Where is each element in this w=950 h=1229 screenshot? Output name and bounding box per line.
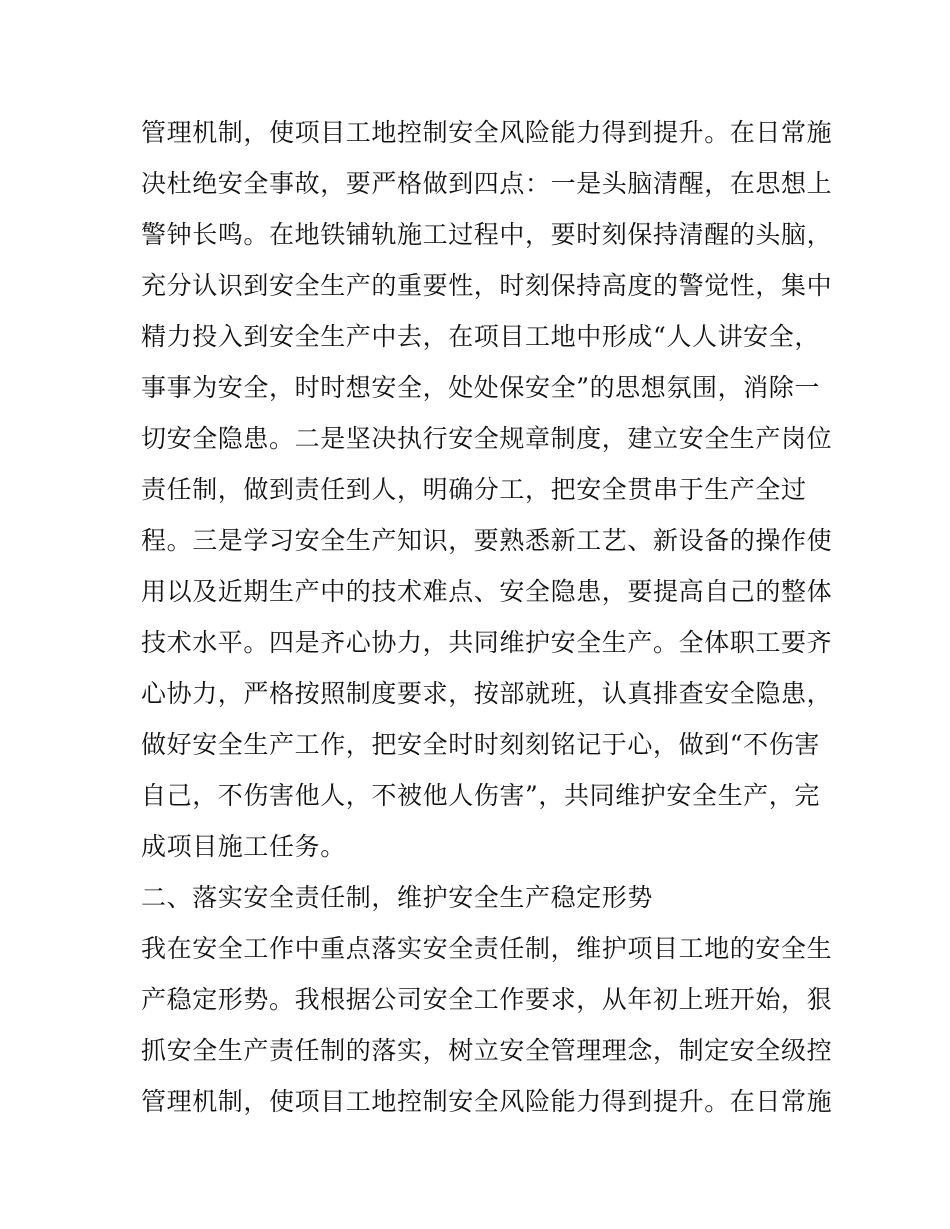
text-line: 管理机制，使项目工地控制安全风险能力得到提升。在日常施 xyxy=(141,1087,833,1116)
section-heading: 二、落实安全责任制，维护安全生产稳定形势 xyxy=(141,883,654,912)
text-line: 精力投入到安全生产中去，在项目工地中形成“人人讲安全， xyxy=(141,322,820,351)
text-line: 技术水平。四是齐心协力，共同维护安全生产。全体职工要齐 xyxy=(141,628,833,657)
text-line: 事事为安全，时时想安全，处处保安全”的思想氛围，消除一 xyxy=(141,373,820,402)
text-line: 责任制，做到责任到人，明确分工，把安全贯串于生产全过 xyxy=(141,475,807,504)
text-line: 心协力，严格按照制度要求，按部就班，认真排查安全隐患， xyxy=(141,679,833,708)
text-line: 用以及近期生产中的技术难点、安全隐患，要提高自己的整体 xyxy=(141,577,833,606)
text-line: 做好安全生产工作，把安全时时刻刻铭记于心，做到“不伤害 xyxy=(141,730,820,759)
text-line: 决杜绝安全事故，要严格做到四点：一是头脑清醒，在思想上 xyxy=(141,169,833,198)
text-line: 自己，不伤害他人，不被他人伤害”，共同维护安全生产，完 xyxy=(141,781,820,810)
text-line: 管理机制，使项目工地控制安全风险能力得到提升。在日常施 xyxy=(141,118,833,147)
text-line: 警钟长鸣。在地铁铺轨施工过程中，要时刻保持清醒的头脑， xyxy=(141,220,833,249)
text-line: 程。三是学习安全生产知识，要熟悉新工艺、新设备的操作使 xyxy=(141,526,833,555)
body-text xyxy=(141,107,833,1127)
text-line: 充分认识到安全生产的重要性，时刻保持高度的警觉性，集中 xyxy=(141,271,833,300)
text-line: 切安全隐患。二是坚决执行安全规章制度，建立安全生产岗位 xyxy=(141,424,833,453)
text-line: 成项目施工任务。 xyxy=(141,832,346,861)
text-line: 我在安全工作中重点落实安全责任制，维护项目工地的安全生 xyxy=(141,934,833,963)
text-line: 抓安全生产责任制的落实，树立安全管理理念，制定安全级控 xyxy=(141,1036,833,1065)
text-line: 产稳定形势。我根据公司安全工作要求，从年初上班开始，狠 xyxy=(141,985,833,1014)
